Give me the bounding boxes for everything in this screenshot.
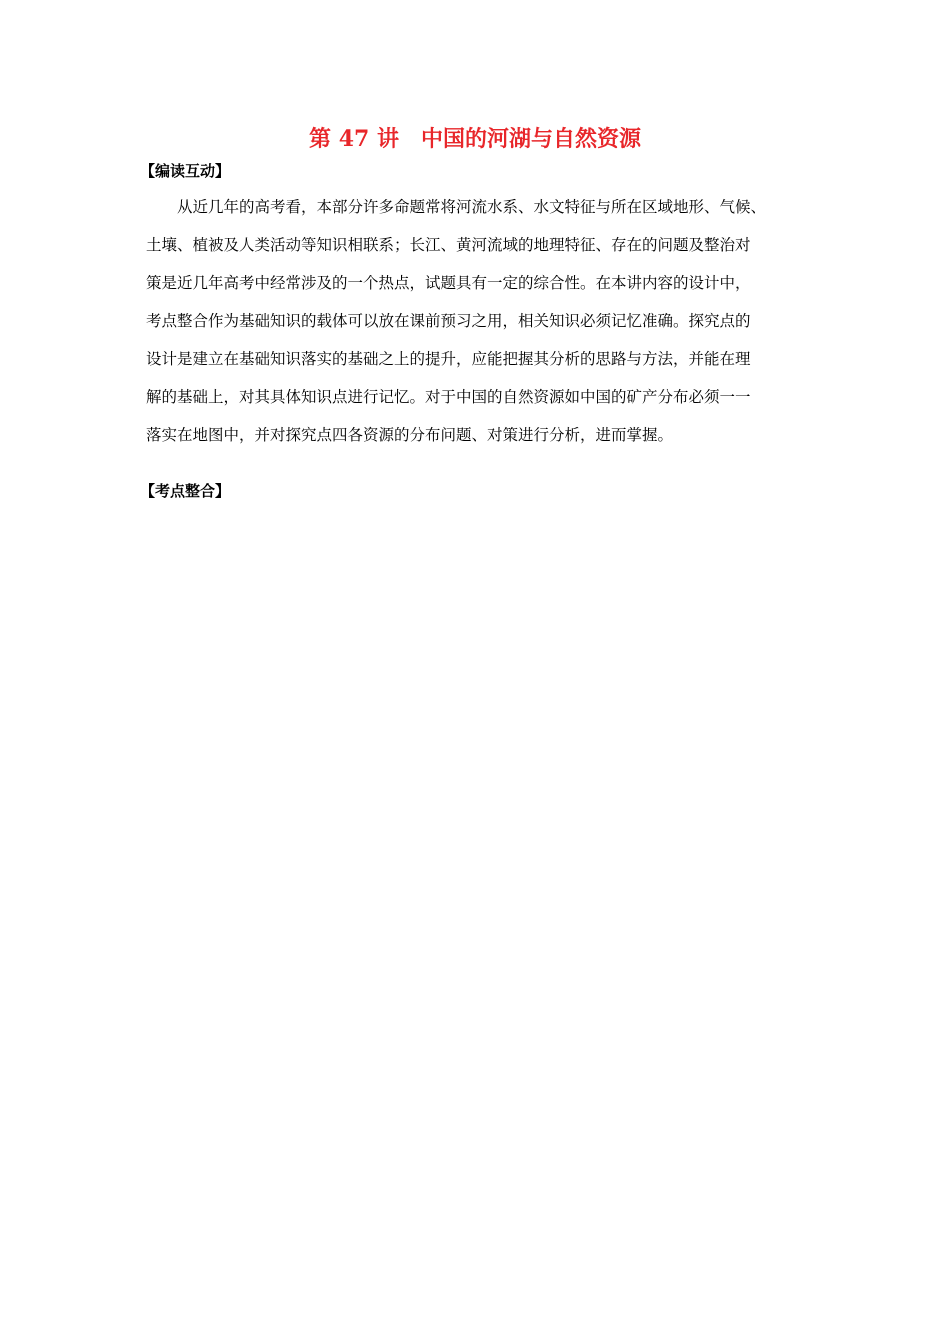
section-heading-key-points: 【考点整合】 [140,482,231,500]
paragraph-line: 解的基础上，对其具体知识点进行记忆。对于中国的自然资源如中国的矿产分布必须一一 [146,388,751,406]
section-heading-editorial: 【编读互动】 [140,162,231,180]
paragraph-line: 落实在地图中，并对探究点四各资源的分布问题、对策进行分析，进而掌握。 [146,426,674,444]
paragraph-line: 土壤、植被及人类活动等知识相联系；长江、黄河流域的地理特征、存在的问题及整治对 [146,236,751,254]
page-title: 第 47 讲 中国的河湖与自然资源 [309,126,641,152]
paragraph-line: 策是近几年高考中经常涉及的一个热点，试题具有一定的综合性。在本讲内容的设计中， [146,274,751,292]
paragraph-line: 考点整合作为基础知识的载体可以放在课前预习之用，相关知识必须记忆准确。探究点的 [146,312,751,330]
paragraph-line: 设计是建立在基础知识落实的基础之上的提升，应能把握其分析的思路与方法，并能在理 [146,350,751,368]
paragraph-line: 从近几年的高考看，本部分许多命题常将河流水系、水文特征与所在区域地形、气候、 [177,198,767,216]
editorial-paragraph [146,188,816,454]
